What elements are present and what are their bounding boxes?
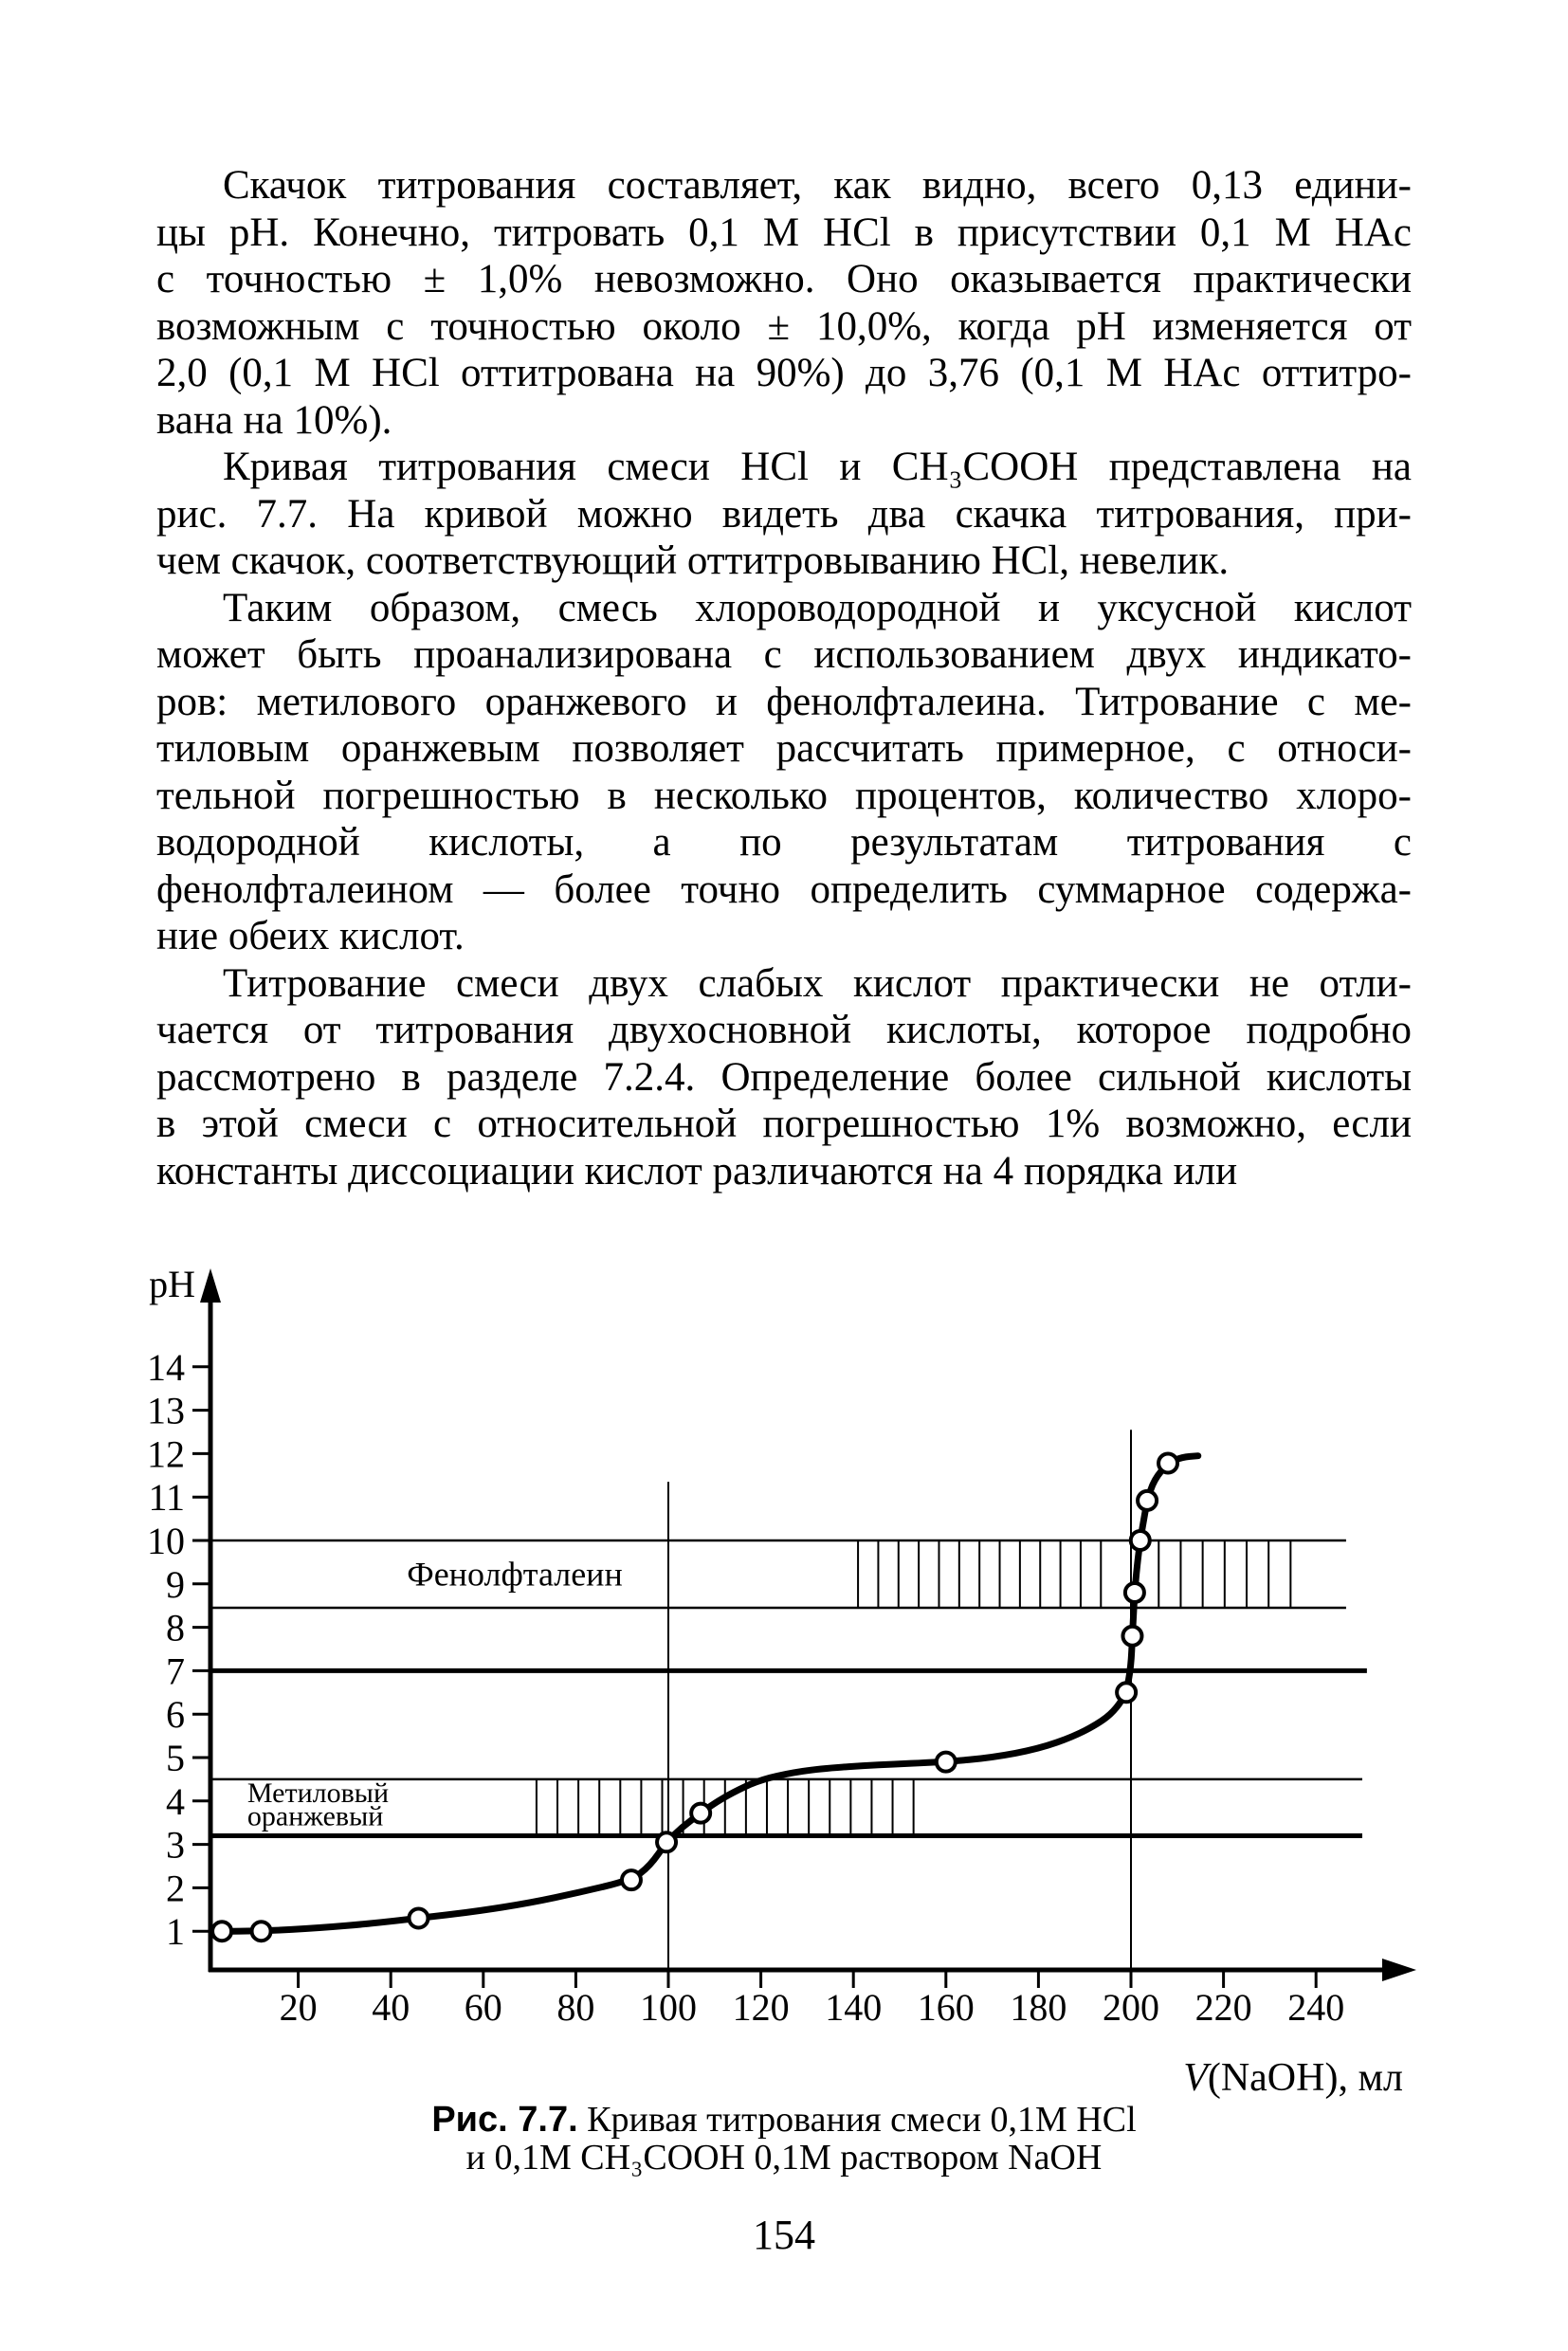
y-tick-label: 7: [166, 1649, 185, 1693]
titration-chart: [0, 1223, 1568, 2123]
y-tick-label: 6: [166, 1693, 185, 1737]
y-tick-label: 9: [166, 1562, 185, 1606]
data-point-marker: [691, 1804, 710, 1823]
text-line: рассмотрено в разделе 7.2.4. Определение более сильной кислоты: [156, 1054, 1412, 1100]
x-tick-label: 180: [1010, 1986, 1067, 2029]
y-tick-label: 13: [147, 1389, 185, 1432]
data-point-marker: [1131, 1531, 1150, 1550]
y-tick-label: 8: [166, 1606, 185, 1649]
text-line: Титрование смеси двух слабых кислот практически не отли-: [223, 960, 1412, 1006]
data-point-marker: [622, 1870, 641, 1889]
y-tick-label: 2: [166, 1867, 185, 1910]
data-point-marker: [252, 1922, 271, 1941]
text-line: может быть проанализирована с использованием двух индикато-: [156, 632, 1412, 677]
x-tick-label: 200: [1103, 1986, 1159, 2029]
text-line: ние обеих кислот.: [156, 914, 465, 958]
x-tick-label: 240: [1287, 1986, 1345, 2029]
indicator-band-label: Фенолфталеин: [407, 1555, 623, 1594]
text-line: Скачок титрования составляет, как видно, всего 0,13 едини-: [223, 163, 1412, 208]
data-point-marker: [657, 1832, 676, 1851]
text-line: вана на 10%).: [156, 397, 392, 443]
data-point-marker: [1125, 1583, 1144, 1602]
y-axis-title: pH: [149, 1263, 195, 1305]
y-tick-label: 1: [166, 1910, 185, 1954]
y-axis-arrow-icon: [200, 1268, 221, 1303]
x-tick-label: 220: [1194, 1986, 1252, 2029]
y-tick-label: 12: [147, 1432, 185, 1476]
text-line: ров: метилового оранжевого и фенолфталеина. Титрование с ме-: [156, 679, 1412, 724]
text-line: цы pH. Конечно, титровать 0,1 М HCl в присутствии 0,1 М HAc: [156, 210, 1412, 255]
data-point-marker: [409, 1908, 428, 1927]
text-line: возможным с точностью около ± 10,0%, когда pH изменяется от: [156, 303, 1412, 349]
x-axis-title: [1183, 2056, 1403, 2100]
y-tick-label: 4: [166, 1779, 185, 1823]
text-line: рис. 7.7. На кривой можно видеть два скачка титрования, при-: [156, 491, 1412, 537]
text-line: Кривая титрования смеси HCl и CH₃COOH представлена на: [223, 445, 1412, 489]
data-point-marker: [1138, 1491, 1157, 1510]
data-point-marker: [1122, 1627, 1141, 1646]
body-text: [156, 162, 1412, 1194]
caption-line-2: и 0,1М CH₃COOH 0,1М раствором NaOH: [465, 2138, 1103, 2178]
y-tick-label: 3: [166, 1823, 185, 1867]
text-line: с точностью ± 1,0% невозможно. Оно оказывается практически: [156, 257, 1412, 301]
text-line: фенолфталеином — более точно определить суммарное содержа-: [156, 866, 1412, 912]
x-tick-label: 40: [372, 1986, 410, 2029]
caption-figure-number: Рис. 7.7.: [431, 2100, 578, 2140]
indicator-band-label: Метиловый: [246, 1777, 390, 1809]
x-tick-label: 160: [917, 1986, 975, 2029]
x-axis-arrow-icon: [1382, 1959, 1416, 1981]
y-tick-label: 5: [166, 1737, 185, 1779]
text-line: водородной кислоты, а по результатам титрования с: [156, 820, 1412, 865]
x-axis-title-units: (NaOH), мл: [1207, 2056, 1403, 2100]
text-line: в этой смеси с относительной погрешностью 1% возможно, если: [156, 1102, 1412, 1146]
y-tick-label: 11: [148, 1476, 185, 1520]
page-number: 154: [753, 2212, 815, 2258]
x-tick-label: 20: [279, 1986, 318, 2029]
text-line: чем скачок, соответствующий оттитровыванию HCl, невелик.: [156, 538, 1230, 583]
text-line: тиловым оранжевым позволяет рассчитать примерное, с относи-: [156, 726, 1412, 771]
x-axis-title-symbol: V: [1183, 2056, 1208, 2100]
x-tick-label: 100: [640, 1986, 697, 2029]
indicator-band-label: оранжевый: [246, 1800, 384, 1832]
data-point-marker: [212, 1922, 231, 1941]
text-line: тельной погрешностью в несколько процентов, количество хлоро-: [156, 773, 1412, 818]
data-point-marker: [937, 1753, 956, 1772]
text-line: Таким образом, смесь хлороводородной и уксусной кислот: [223, 585, 1412, 630]
y-tick-label: 14: [147, 1345, 185, 1389]
x-tick-label: 80: [556, 1986, 595, 2029]
caption-line-1: Рис. 7.7. Кривая титрования смеси 0,1М HCl: [431, 2100, 1137, 2140]
y-tick-label: 10: [147, 1520, 185, 1562]
x-tick-label: 60: [464, 1986, 502, 2029]
x-tick-label: 140: [825, 1986, 883, 2029]
x-tick-label: 120: [732, 1986, 790, 2029]
text-line: константы диссоциации кислот различаются на 4 порядка или: [156, 1148, 1238, 1194]
text-line: 2,0 (0,1 М HCl оттитрована на 90%) до 3,76 (0,1 М HAc оттитро-: [156, 351, 1412, 395]
data-point-marker: [1158, 1453, 1177, 1472]
data-point-marker: [1117, 1683, 1136, 1702]
figure-caption: [0, 2101, 1568, 2177]
text-line: чается от титрования двухосновной кислоты, которое подробно: [156, 1008, 1412, 1052]
titration-curve: [222, 1456, 1198, 1932]
